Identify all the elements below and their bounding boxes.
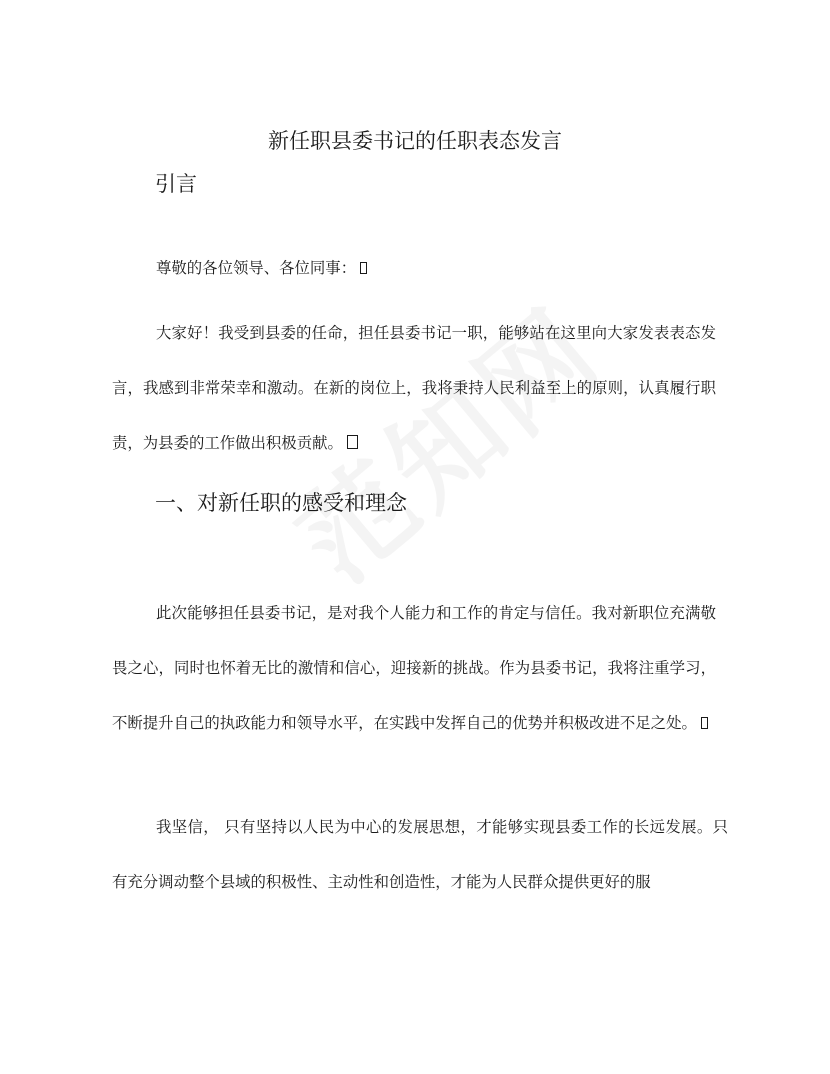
section-one-paragraph-2 [112,800,728,910]
greeting-text: 尊敬的各位领导、各位同事： [156,259,357,277]
placeholder-glyph-icon [347,435,358,449]
document-title: 新任职县委书记的任职表态发言 [268,129,562,153]
section-heading-one: 一、对新任职的感受和理念 [155,491,407,515]
intro-paragraph-text: 大家好！我受到县委的任命，担任县委书记一职，能够站在这里向大家发表表态发言，我感到非常荣幸和激动。在新的岗位上，我将秉持人民利益至上的原则，认真履行职责，为县委的工作做出积极贡献。 [112,324,716,452]
section-one-paragraph-2-text: 我坚信， 只有坚持以人民为中心的发展思想，才能够实现县委工作的长远发展。只有充分调动整个县域的积极性、主动性和创造性，才能为人民群众提供更好的服 [112,818,728,891]
placeholder-glyph-icon [360,262,367,274]
section-one-paragraph-1 [112,586,716,751]
section-heading-intro: 引言 [155,172,197,196]
intro-paragraph [112,306,716,471]
greeting-paragraph [112,241,716,296]
placeholder-glyph-icon [701,717,708,729]
section-one-paragraph-1-text: 此次能够担任县委书记，是对我个人能力和工作的肯定与信任。我对新职位充满敬畏之心，同时也怀着无比的激情和信心，迎接新的挑战。作为县委书记，我将注重学习，不断提升自己的执政能力和领导水平，在实践中发挥自己的优势并积极改进不足之处。 [112,604,716,732]
